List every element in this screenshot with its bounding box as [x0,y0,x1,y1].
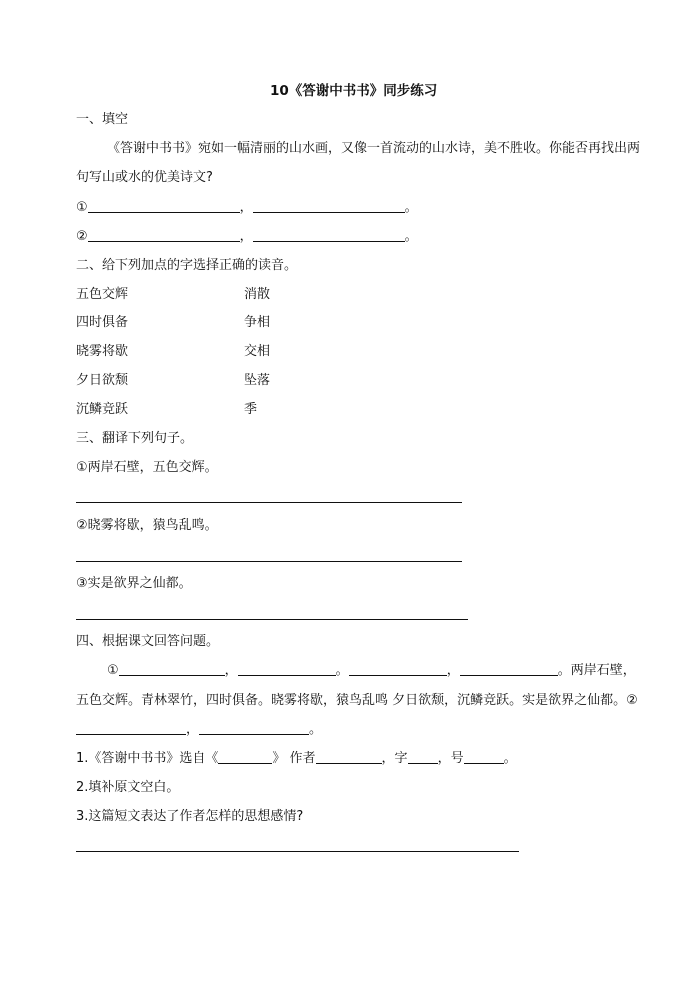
blank-row-2-number: ② [76,229,88,244]
period: 。 [404,200,418,215]
reading-item: 消散 [244,287,271,302]
passage-line-1 [107,662,636,680]
passage-line-2: 五色交辉。青林翠竹，四时俱备。晓雾将歇，猿鸟乱鸣 夕日欲颓，沉鳞竞跃。实是欲界之仙都。② [76,693,638,708]
reading-item: 争相 [244,315,271,330]
answer-line[interactable] [76,851,519,852]
period: 。 [503,751,517,766]
pen-name-blank[interactable] [464,750,504,764]
answer-blank[interactable] [238,662,336,676]
question-2: 2.填补原文空白。 [76,780,180,795]
answer-blank[interactable] [253,228,405,242]
answer-blank[interactable] [88,199,240,213]
section-3-heading: 三、翻译下列句子。 [76,431,194,446]
answer-blank[interactable] [199,721,309,735]
phrase-item: 沉鳞竞跃 [76,402,129,417]
courtesy-name-blank[interactable] [408,750,438,764]
question-1-part-c: ，字 [381,751,408,766]
section-1-paragraph-line-2: 句写山或水的优美诗文? [76,170,213,185]
passage-blank-number: ① [107,663,119,678]
answer-blank[interactable] [349,662,447,676]
phrase-item: 四时俱备 [76,315,129,330]
reading-item: 交相 [244,344,271,359]
phrase-item: 五色交辉 [76,287,129,302]
blank-row-1-number: ① [76,200,88,215]
question-1 [76,750,517,768]
comma: ， [446,663,460,678]
period: 。 [309,722,323,737]
answer-line[interactable] [76,502,462,503]
phrase-item: 夕日欲颓 [76,373,129,388]
phrase-item: 晓雾将歇 [76,344,129,359]
section-4-heading: 四、根据课文回答问题。 [76,634,220,649]
answer-line[interactable] [76,561,462,562]
page-title: 10《答谢中书书》同步练习 [270,83,438,99]
comma: ， [239,229,253,244]
answer-blank[interactable] [253,199,405,213]
period: 。 [404,229,418,244]
blank-row-2 [76,228,418,246]
period: 。 [335,663,349,678]
passage-line-3 [76,721,322,739]
source-blank[interactable] [218,750,272,764]
question-1-part-b: 》 作者 [272,751,316,766]
translate-question-1: ①两岸石壁，五色交辉。 [76,460,218,475]
section-2-heading: 二、给下列加点的字选择正确的读音。 [76,258,298,273]
reading-item: 季 [244,402,258,417]
answer-line[interactable] [76,619,468,620]
question-3: 3.这篇短文表达了作者怎样的思想感情? [76,809,304,824]
author-blank[interactable] [316,750,382,764]
section-1-heading: 一、填空 [76,112,129,127]
answer-blank[interactable] [119,662,225,676]
translate-question-3: ③实是欲界之仙都。 [76,576,192,591]
section-1-paragraph-line-1: 《答谢中书书》宛如一幅清丽的山水画，又像一首流动的山水诗，美不胜收。你能否再找出两 [107,141,641,156]
blank-row-1 [76,199,418,217]
comma: ， [224,663,238,678]
answer-blank[interactable] [76,721,186,735]
reading-item: 坠落 [244,373,271,388]
comma: ， [239,200,253,215]
passage-line-1-tail: 。两岸石壁， [557,663,636,678]
question-1-part-d: ，号 [437,751,464,766]
answer-blank[interactable] [88,228,240,242]
translate-question-2: ②晓雾将歇，猿鸟乱鸣。 [76,518,218,533]
comma: ， [186,722,200,737]
question-1-part-a: 1.《答谢中书书》选自《 [76,751,219,766]
answer-blank[interactable] [460,662,558,676]
